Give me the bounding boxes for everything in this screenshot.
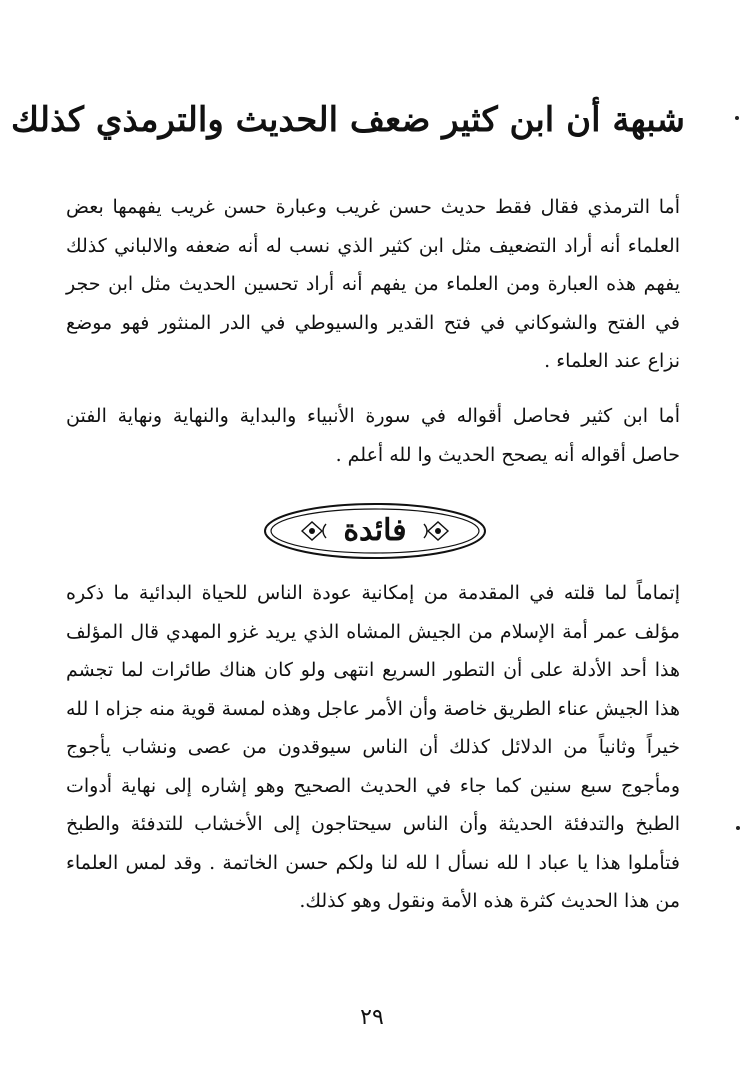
margin-dot: [735, 116, 739, 120]
page-number: ٢٩: [360, 1005, 384, 1030]
page-title: شبهة أن ابن كثير ضعف الحديث والترمذي كذلك: [10, 100, 685, 140]
banner-title: فائدة: [343, 513, 407, 548]
paragraph-2: أما ابن كثير فحاصل أقواله في سورة الأنبياء والبداية والنهاية ونهاية الفتن حاصل أقواله أنه يصحح الحديث وا لله أعلم .: [66, 405, 680, 466]
paragraph-1: أما الترمذي فقال فقط حديث حسن غريب وعبارة حسن غريب يفهمها بعض العلماء أنه أراد التضعيف مثل ابن كثير الذي نسب له أنه ضعفه والالباني كذلك يفهم هذه العبارة ومن العلماء من يفهم أنه أراد تحسين الحديث مثل ابن حجر في الفتح والشوكاني في فتح القدير والسيوطي في الدر المنثور فهو موضع نزاع عند العلماء .: [66, 196, 680, 372]
margin-dot: [736, 826, 740, 830]
paragraph-3: إتماماً لما قلته في المقدمة من إمكانية عودة الناس للحياة البدائية ما ذكره مؤلف عمر أمة الإسلام من الجيش المشاه الذي يريد غزو المهدي قال المؤلف هذا أحد الأدلة على أن التطور السريع انتهى ولو كان هناك طائرات لما تجشم هذا الجيش عناء الطريق خاصة وأن الأمر عاجل وهذه لمسة قوية منه جزاه ا لله خيراً وثانياً من الدلائل كذلك أن الناس سيوقدون من عصى ونشاب يأجوج ومأجوج سبع سنين كما جاء في الحديث الصحيح وهو إشاره إلى نهاية أدوات الطبخ والتدفئة الحديثة وأن الناس سيحتاجون إلى الأخشاب للتدفئة والطبخ فتأملوا هذا يا عباد ا لله نسأل ا لله لنا ولكم حسن الخاتمة . وقد لمس العلماء من هذا الحديث كثرة هذه الأمة ونقول وهو كذلك.: [66, 582, 680, 912]
faida-banner: [262, 500, 488, 562]
